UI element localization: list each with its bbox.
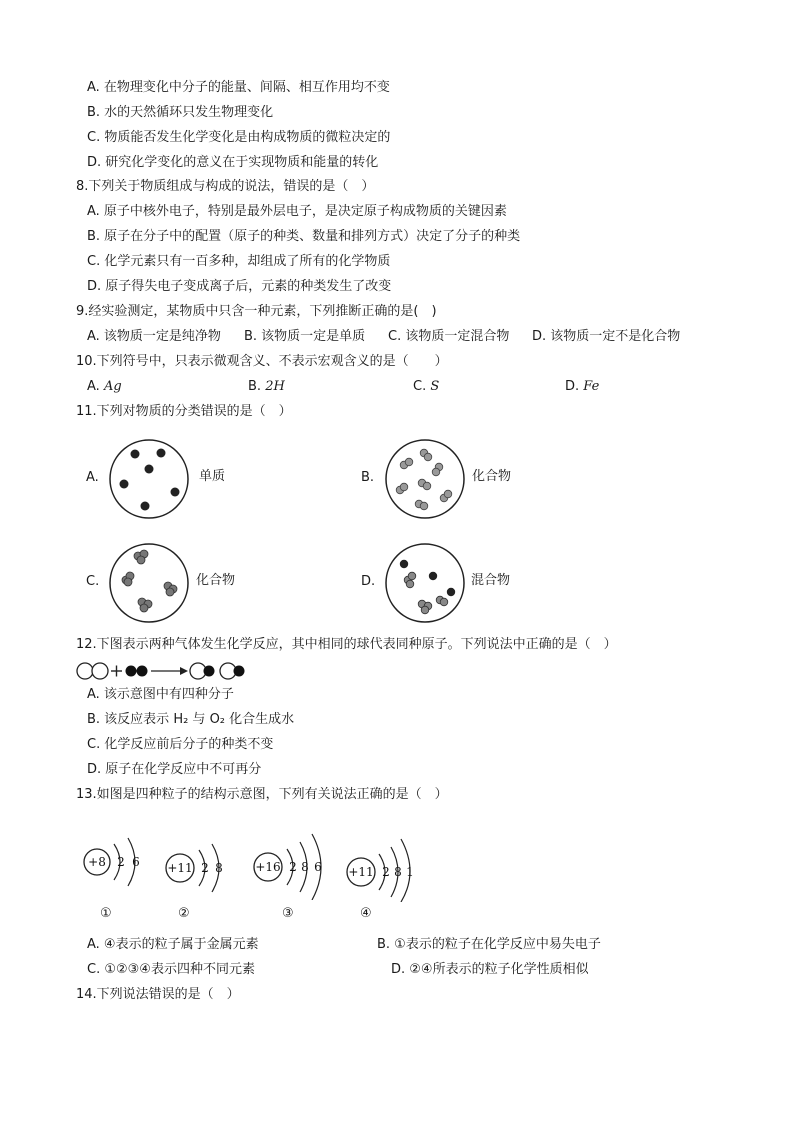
q13-particle-2-diagram bbox=[162, 830, 242, 900]
q13-particle-1-nucleus: +8 bbox=[88, 855, 106, 869]
q13-particle-2-shell-2: 8 bbox=[215, 861, 223, 875]
q10-option-c bbox=[413, 378, 439, 396]
q13-option-b: B. ①表示的粒子在化学反应中易失电子 bbox=[377, 937, 601, 952]
q8-stem: 8.下列关于物质组成与构成的说法，错误的是（ ） bbox=[76, 179, 375, 194]
q13-particle-4-shell-1: 2 bbox=[382, 865, 390, 879]
q13-particle-2-shell-1: 2 bbox=[201, 861, 209, 875]
q8-option-c: C. 化学元素只有一百多种，却组成了所有的化学物质 bbox=[87, 254, 391, 269]
q11-option-d-label: 混合物 bbox=[471, 573, 511, 588]
q10-option-c-symbol: S bbox=[430, 379, 440, 394]
q13-particle-1-shell-2: 6 bbox=[132, 855, 140, 869]
q11-option-b-particles-diagram bbox=[384, 438, 466, 520]
q11-option-d-particles-diagram bbox=[384, 542, 466, 624]
q13-particle-4-mark: ④ bbox=[360, 906, 372, 921]
q11-option-d-letter: D. bbox=[361, 574, 376, 589]
q12-option-c: C. 化学反应前后分子的种类不变 bbox=[87, 737, 274, 752]
q10-option-d-symbol: Fe bbox=[583, 379, 600, 394]
q13-particle-2-nucleus: +11 bbox=[167, 861, 193, 875]
q7-option-a: A. 在物理变化中分子的能量、间隔、相互作用均不变 bbox=[87, 80, 390, 95]
q11-option-a-label: 单质 bbox=[199, 469, 226, 484]
q11-option-c-particles-diagram bbox=[108, 542, 190, 624]
q10-option-b-symbol: 2H bbox=[265, 379, 285, 394]
q9-option-b: B. 该物质一定是单质 bbox=[244, 329, 366, 344]
q10-option-a bbox=[87, 378, 122, 396]
q11-option-b-label: 化合物 bbox=[472, 469, 512, 484]
q13-particle-4-shell-3: 1 bbox=[406, 865, 414, 879]
q11-option-a-letter: A. bbox=[86, 470, 99, 485]
q13-particle-3-nucleus: +16 bbox=[255, 860, 281, 874]
q13-option-c: C. ①②③④表示四种不同元素 bbox=[87, 962, 255, 977]
q9-stem: 9.经实验测定，某物质中只含一种元素，下列推断正确的是( ) bbox=[76, 304, 437, 319]
q10-option-a-letter: A. bbox=[87, 379, 100, 394]
q12-stem: 12.下图表示两种气体发生化学反应，其中相同的球代表同种原子。下列说法中正确的是（ ） bbox=[76, 637, 617, 652]
q13-particle-4-nucleus: +11 bbox=[348, 865, 374, 879]
q8-option-a: A. 原子中核外电子，特别是最外层电子，是决定原子构成物质的关键因素 bbox=[87, 204, 507, 219]
q12-reaction-diagram bbox=[76, 660, 256, 682]
q9-option-d: D. 该物质一定不是化合物 bbox=[532, 329, 681, 344]
q13-particle-3-diagram bbox=[250, 820, 340, 900]
q7-option-d: D. 研究化学变化的意义在于实现物质和能量的转化 bbox=[87, 155, 379, 170]
q11-stem: 11.下列对物质的分类错误的是（ ） bbox=[76, 404, 292, 419]
q8-option-b: B. 原子在分子中的配置（原子的种类、数量和排列方式）决定了分子的种类 bbox=[87, 229, 521, 244]
q10-option-c-letter: C. bbox=[413, 379, 427, 394]
q13-particle-1-mark: ① bbox=[100, 906, 112, 921]
q10-option-d-letter: D. bbox=[565, 379, 580, 394]
q14-stem: 14.下列说法错误的是（ ） bbox=[76, 987, 240, 1002]
q7-option-b: B. 水的天然循环只发生物理变化 bbox=[87, 105, 274, 120]
q11-option-c-label: 化合物 bbox=[196, 573, 236, 588]
q13-particle-4-diagram bbox=[343, 822, 423, 902]
q13-particle-3-mark: ③ bbox=[282, 906, 294, 921]
q13-particle-3-shell-1: 2 bbox=[289, 860, 297, 874]
q10-stem: 10.下列符号中，只表示微观含义、不表示宏观含义的是（ ） bbox=[76, 354, 448, 369]
q13-particle-1-shell-1: 2 bbox=[117, 855, 125, 869]
q10-option-d bbox=[565, 378, 599, 396]
q13-option-d: D. ②④所表示的粒子化学性质相似 bbox=[391, 962, 589, 977]
q11-option-c-letter: C. bbox=[86, 574, 100, 589]
q11-option-a-particles-diagram bbox=[108, 438, 190, 520]
q10-option-b-letter: B. bbox=[248, 379, 262, 394]
q13-particle-3-shell-2: 8 bbox=[301, 860, 309, 874]
q13-particle-3-shell-3: 6 bbox=[314, 860, 322, 874]
q8-option-d: D. 原子得失电子变成离子后，元素的种类发生了改变 bbox=[87, 279, 392, 294]
q12-option-a: A. 该示意图中有四种分子 bbox=[87, 687, 234, 702]
q10-option-b bbox=[248, 378, 285, 396]
q9-option-c: C. 该物质一定混合物 bbox=[388, 329, 510, 344]
q13-particle-1-diagram bbox=[80, 830, 150, 900]
q12-option-b: B. 该反应表示 H₂ 与 O₂ 化合生成水 bbox=[87, 712, 295, 727]
q13-particle-4-shell-2: 8 bbox=[394, 865, 402, 879]
q13-particle-2-mark: ② bbox=[178, 906, 190, 921]
q7-option-c: C. 物质能否发生化学变化是由构成物质的微粒决定的 bbox=[87, 130, 391, 145]
q11-option-b-letter: B. bbox=[361, 470, 375, 485]
q13-stem: 13.如图是四种粒子的结构示意图，下列有关说法正确的是（ ） bbox=[76, 787, 448, 802]
q12-option-d: D. 原子在化学反应中不可再分 bbox=[87, 762, 262, 777]
q9-option-a: A. 该物质一定是纯净物 bbox=[87, 329, 221, 344]
q13-option-a: A. ④表示的粒子属于金属元素 bbox=[87, 937, 259, 952]
q10-option-a-symbol: Ag bbox=[103, 379, 122, 394]
